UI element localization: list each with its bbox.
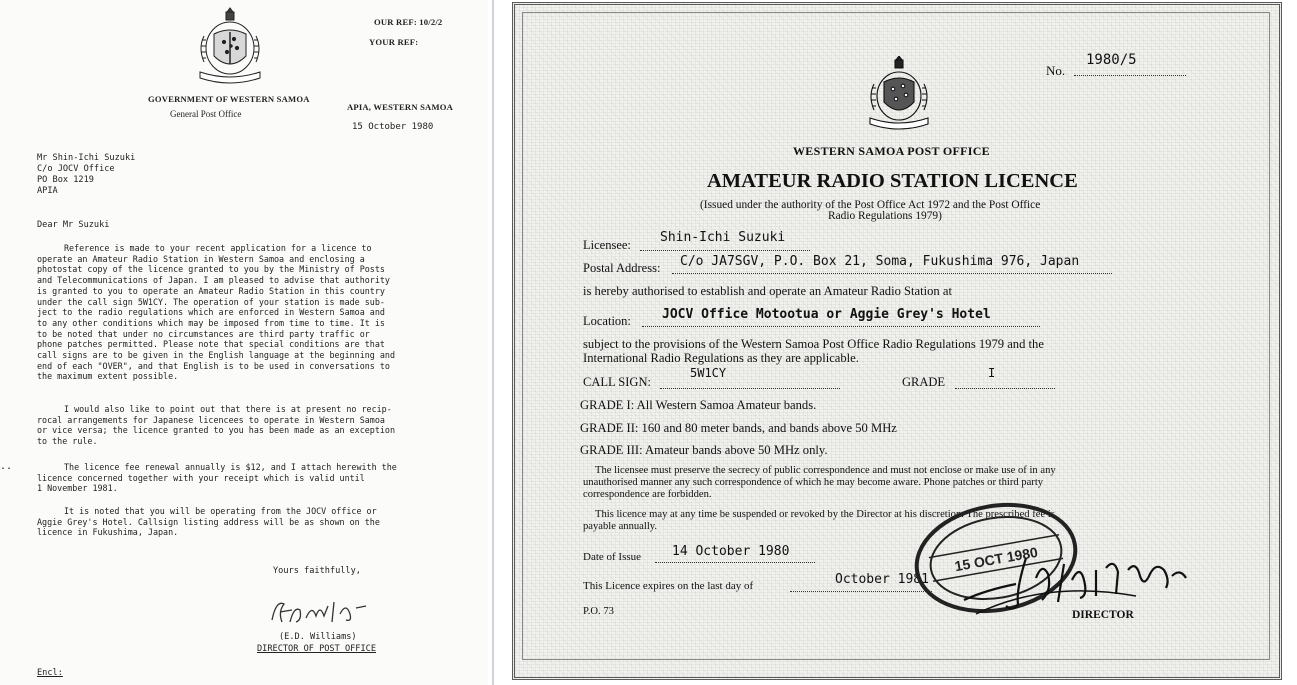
location-value: JOCV Office Motootua or Aggie Grey's Hotel <box>662 307 991 322</box>
authorised-text: is hereby authorised to establish and operate an Amateur Radio Station at <box>583 284 952 298</box>
licence-number-line <box>1074 75 1186 76</box>
paragraph-4-line: licence in Fukushima, Japan. <box>37 527 179 538</box>
postal-address-line <box>672 273 1112 274</box>
coat-of-arms-icon <box>190 6 270 88</box>
call-sign-value: 5W1CY <box>690 366 727 380</box>
licence-subtitle-2: Radio Regulations 1979) <box>828 210 942 222</box>
paragraph-4-line: It is noted that you will be operating from the JOCV office or <box>64 506 377 516</box>
licence-title: AMATEUR RADIO STATION LICENCE <box>707 170 1078 192</box>
issue-date-value: 14 October 1980 <box>672 544 790 559</box>
paragraph-3-line: 1 November 1981. <box>37 483 118 494</box>
paragraph-3-line: The licence fee renewal annually is $12, and I attach herewith the <box>64 462 397 472</box>
secrecy-line-1: The licensee must preserve the secrecy of public correspondence and must not enclose or make use of in any <box>595 465 1056 476</box>
paragraph-4 <box>37 506 441 538</box>
paragraph-1-line: to be noted that under no circumstances are third party traffic or <box>37 328 370 339</box>
your-ref: YOUR REF: <box>369 37 419 47</box>
call-sign-line <box>660 388 840 389</box>
revoke-line-2: payable annually. <box>583 521 658 532</box>
licence-number-label: No. <box>1046 63 1066 78</box>
subject-line-1: subject to the provisions of the Western Samoa Post Office Radio Regulations 1979 and the <box>583 337 1044 351</box>
licence-authority: WESTERN SAMOA POST OFFICE <box>793 144 990 158</box>
secrecy-line-3: correspondence are forbidden. <box>583 489 712 500</box>
paragraph-3 <box>37 462 441 494</box>
letter-date: 15 October 1980 <box>352 122 434 132</box>
licensee-line <box>640 250 810 251</box>
form-number: P.O. 73 <box>583 606 614 617</box>
recipient-line-3: PO Box 1219 <box>37 175 94 185</box>
paragraph-1-line: the maximum extent possible. <box>37 371 179 382</box>
paragraph-1-line: is granted to you to operate an Amateur Radio Station in this country <box>37 285 385 296</box>
licence-subtitle-1: (Issued under the authority of the Post Office Act 1972 and the Post Office <box>700 199 1041 211</box>
page-divider <box>488 0 506 685</box>
paragraph-1-line: phone patches permitted. Please note that special conditions are that <box>37 339 385 350</box>
postal-address-value: C/o JA7SGV, P.O. Box 21, Soma, Fukushima 976, Japan <box>680 254 1080 269</box>
our-ref: OUR REF: 10/2/2 <box>374 17 443 27</box>
subject-line-2: International Radio Regulations as they are applicable. <box>583 351 859 365</box>
location-label: Location: <box>583 314 631 328</box>
grade-2-text: GRADE II: 160 and 80 meter bands, and bands above 50 MHz <box>580 421 897 435</box>
enclosure-label: Encl: <box>37 668 63 678</box>
location-line <box>642 326 1040 327</box>
paragraph-2-line: to the rule. <box>37 436 98 447</box>
salutation: Dear Mr Suzuki <box>37 220 110 230</box>
paragraph-2-line: I would also like to point out that there is at present no recip- <box>64 404 392 414</box>
signer-title: DIRECTOR OF POST OFFICE <box>257 644 376 654</box>
paragraph-1-line: photostat copy of the licence granted to you by the Ministry of Posts <box>37 264 385 275</box>
paragraph-1-line: and Telecommunications of Japan. I am pleased to advise that authority <box>37 275 390 286</box>
stamp-date: 15 OCT 1980 <box>953 543 1039 575</box>
signature-icon <box>266 592 376 632</box>
paragraph-2-line: or vice versa; the licence granted to you has been made as an exception <box>37 425 395 436</box>
call-sign-label: CALL SIGN: <box>583 375 651 389</box>
paragraph-2-line: rocal arrangements for Japanese licencees to operate in Western Samoa <box>37 414 385 425</box>
director-label: DIRECTOR <box>1072 609 1134 621</box>
paragraph-1-line: Reference is made to your recent application for a licence to <box>64 243 372 253</box>
licensee-label: Licensee: <box>583 238 631 252</box>
expiry-value: October 1981 <box>835 572 929 587</box>
grade-label: GRADE <box>902 375 946 389</box>
grade-1-text: GRADE I: All Western Samoa Amateur bands. <box>580 398 817 412</box>
postal-address-label: Postal Address: <box>583 261 661 275</box>
recipient-line-2: C/o JOCV Office <box>37 164 115 174</box>
paragraph-3-line: licence concerned together with your receipt which is valid until <box>37 472 365 483</box>
paragraph-1-line: call signs are to be given in the English language at the beginning and <box>37 350 395 361</box>
paragraph-1-line: operate an Amateur Radio Station in Western Samoa and enclosing a <box>37 253 365 264</box>
paragraph-1-line: ject to the radio regulations which are enforced in Western Samoa and <box>37 307 385 318</box>
margin-dots: .. <box>0 461 13 472</box>
paragraph-1-line: end of each "OVER", and that English is to be used in conversations to <box>37 360 390 371</box>
licence-number-value: 1980/5 <box>1086 52 1137 68</box>
paragraph-2 <box>37 404 441 447</box>
issue-date-label: Date of Issue <box>583 551 642 563</box>
expiry-label: This Licence expires on the last day of <box>583 580 754 592</box>
government-heading: GOVERNMENT OF WESTERN SAMOA <box>148 94 310 104</box>
recipient-line-1: Mr Shin-Ichi Suzuki <box>37 153 136 163</box>
signer-name: (E.D. Williams) <box>279 632 357 642</box>
cover-letter <box>0 0 488 685</box>
grade-line <box>955 388 1055 389</box>
grade-value: I <box>988 366 996 380</box>
paragraph-4-line: Aggie Grey's Hotel. Callsign listing address will be as shown on the <box>37 516 380 527</box>
licence-coat-of-arms-icon <box>862 56 936 134</box>
licensee-value: Shin-Ichi Suzuki <box>660 230 786 245</box>
paragraph-1 <box>37 243 441 382</box>
place-heading: APIA, WESTERN SAMOA <box>347 102 454 112</box>
closing: Yours faithfully, <box>273 566 361 576</box>
recipient-line-4: APIA <box>37 186 58 196</box>
director-signature-icon <box>956 540 1196 620</box>
divider-line <box>492 0 494 685</box>
revoke-line-1: This licence may at any time be suspended or revoked by the Director at his discretion. The prescribed fee is <box>595 509 1055 520</box>
grade-3-text: GRADE III: Amateur bands above 50 MHz only. <box>580 443 828 457</box>
paragraph-1-line: to any other conditions which may be imposed from time to time. It is <box>37 317 385 328</box>
paragraph-1-line: under the call sign 5W1CY. The operation of your station is made sub- <box>37 296 385 307</box>
secrecy-line-2: unauthorised manner any such correspondence of which he may become aware. Phone patches or third party <box>583 477 1044 488</box>
issue-date-line <box>655 562 815 563</box>
office-heading: General Post Office <box>170 109 242 119</box>
